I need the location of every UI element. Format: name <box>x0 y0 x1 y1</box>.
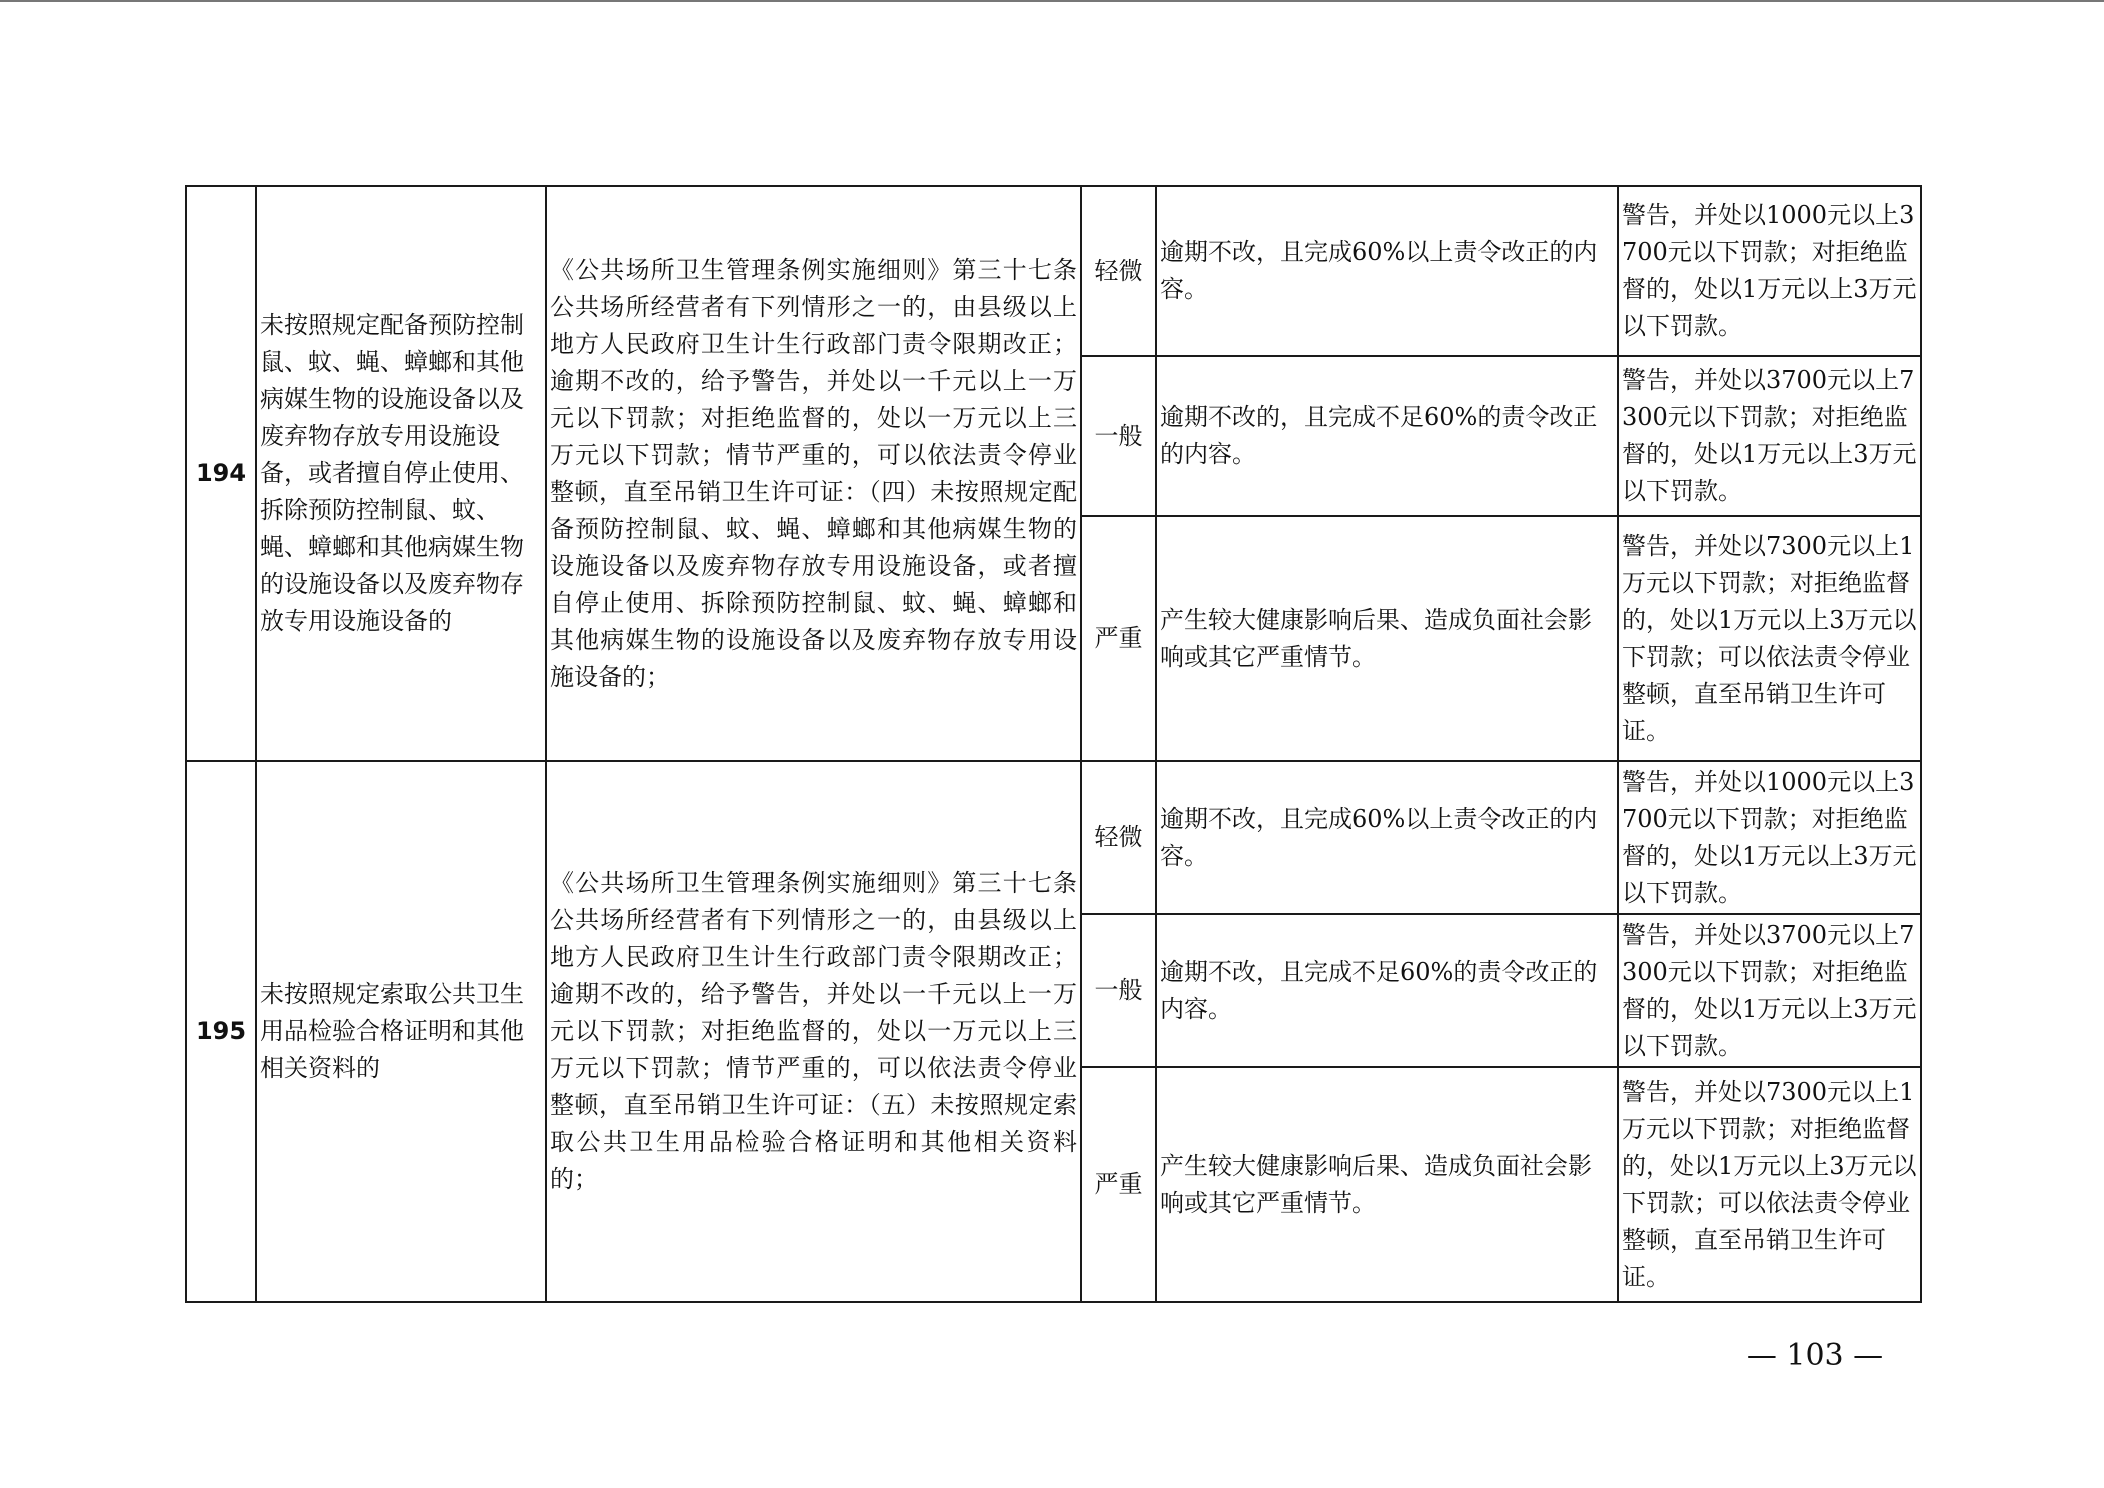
circumstance: 逾期不改的，且完成不足60%的责令改正的内容。 <box>1156 356 1618 516</box>
violation-description: 未按照规定索取公共卫生用品检验合格证明和其他相关资料的 <box>256 761 546 1302</box>
penalty-standard: 警告，并处以3700元以上7300元以下罚款；对拒绝监督的，处以1万元以上3万元以下罚款。 <box>1618 356 1921 516</box>
page-number: — 103 — <box>1746 1338 1884 1373</box>
table-row <box>186 186 1921 356</box>
item-number: 194 <box>186 186 256 761</box>
circumstance: 逾期不改，且完成60%以上责令改正的内容。 <box>1156 761 1618 914</box>
violation-description: 未按照规定配备预防控制鼠、蚊、蝇、蟑螂和其他病媒生物的设施设备以及废弃物存放专用设施设备，或者擅自停止使用、拆除预防控制鼠、蚊、蝇、蟑螂和其他病媒生物的设施设备以及废弃物存放专用设施设备的 <box>256 186 546 761</box>
severity-level: 一般 <box>1081 356 1156 516</box>
penalty-standards-table <box>185 185 1922 1303</box>
penalty-standard: 警告，并处以7300元以上1万元以下罚款；对拒绝监督的，处以1万元以上3万元以下罚款；可以依法责令停业整顿，直至吊销卫生许可证。 <box>1618 516 1921 761</box>
circumstance: 逾期不改，且完成不足60%的责令改正的内容。 <box>1156 914 1618 1067</box>
penalty-standard: 警告，并处以3700元以上7300元以下罚款；对拒绝监督的，处以1万元以上3万元以下罚款。 <box>1618 914 1921 1067</box>
legal-basis: 《公共场所卫生管理条例实施细则》第三十七条 公共场所经营者有下列情形之一的，由县级以上地方人民政府卫生计生行政部门责令限期改正；逾期不改的，给予警告，并处以一千元以上一万元以下罚款；对拒绝监督的，处以一万元以上三万元以下罚款；情节严重的，可以依法责令停业整顿，直至吊销卫生许可证：（五）未按照规定索取公共卫生用品检验合格证明和其他相关资料的； <box>546 761 1081 1302</box>
circumstance: 产生较大健康影响后果、造成负面社会影响或其它严重情节。 <box>1156 516 1618 761</box>
item-number: 195 <box>186 761 256 1302</box>
severity-level: 严重 <box>1081 516 1156 761</box>
top-border-line <box>0 0 2104 2</box>
severity-level: 轻微 <box>1081 186 1156 356</box>
penalty-standard: 警告，并处以1000元以上3700元以下罚款；对拒绝监督的，处以1万元以上3万元以下罚款。 <box>1618 761 1921 914</box>
severity-level: 轻微 <box>1081 761 1156 914</box>
severity-level: 严重 <box>1081 1067 1156 1302</box>
legal-basis: 《公共场所卫生管理条例实施细则》第三十七条 公共场所经营者有下列情形之一的，由县级以上地方人民政府卫生计生行政部门责令限期改正；逾期不改的，给予警告，并处以一千元以上一万元以下罚款；对拒绝监督的，处以一万元以上三万元以下罚款；情节严重的，可以依法责令停业整顿，直至吊销卫生许可证：（四）未按照规定配备预防控制鼠、蚊、蝇、蟑螂和其他病媒生物的设施设备以及废弃物存放专用设施设备，或者擅自停止使用、拆除预防控制鼠、蚊、蝇、蟑螂和其他病媒生物的设施设备以及废弃物存放专用设施设备的； <box>546 186 1081 761</box>
table-row <box>186 761 1921 914</box>
severity-level: 一般 <box>1081 914 1156 1067</box>
circumstance: 逾期不改，且完成60%以上责令改正的内容。 <box>1156 186 1618 356</box>
penalty-standard: 警告，并处以1000元以上3700元以下罚款；对拒绝监督的，处以1万元以上3万元以下罚款。 <box>1618 186 1921 356</box>
penalty-standard: 警告，并处以7300元以上1万元以下罚款；对拒绝监督的，处以1万元以上3万元以下罚款；可以依法责令停业整顿，直至吊销卫生许可证。 <box>1618 1067 1921 1302</box>
circumstance: 产生较大健康影响后果、造成负面社会影响或其它严重情节。 <box>1156 1067 1618 1302</box>
